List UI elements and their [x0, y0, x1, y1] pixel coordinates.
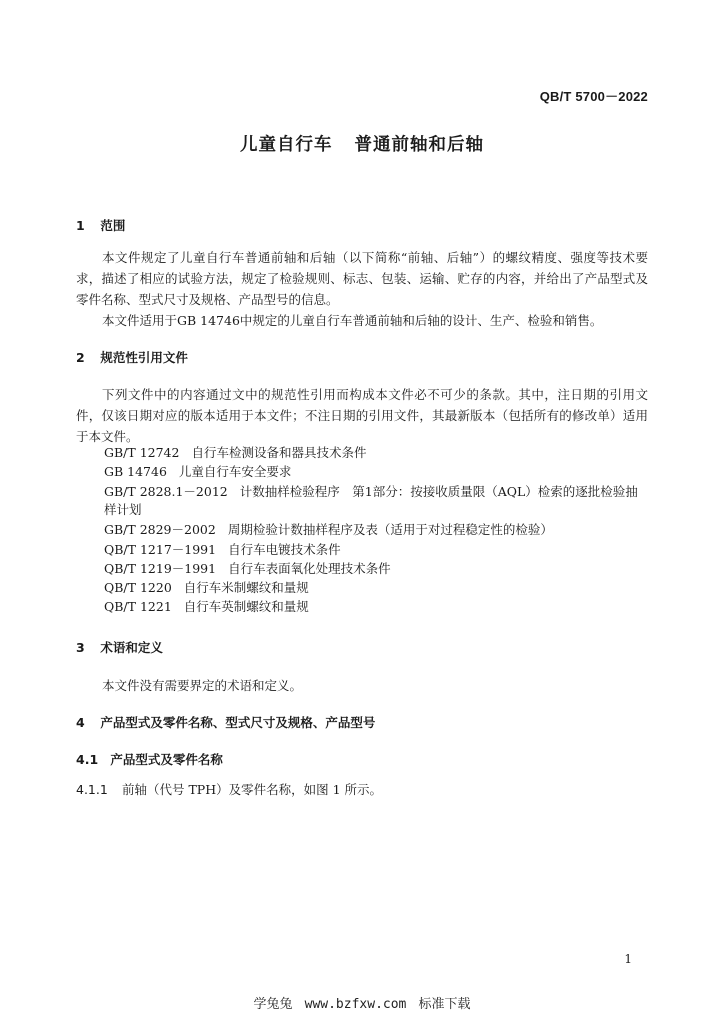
reference-code: GB/T 2829－2002 [104, 522, 216, 537]
reference-item [104, 521, 553, 539]
reference-item [76, 483, 648, 519]
section-number: 3 [76, 640, 85, 655]
section-4-1-heading [76, 750, 223, 768]
scope-paragraph-2: 本文件适用于GB 14746中规定的儿童自行车普通前轴和后轴的设计、生产、检验和销售。 [102, 313, 603, 328]
section-3-heading [76, 638, 163, 656]
scope-paragraph-1: 本文件规定了儿童自行车普通前轴和后轴（以下简称“前轴、后轴”）的螺纹精度、强度等技术要求，描述了相应的试验方法，规定了检验规则、标志、包装、运输、贮存的内容，并给出了产品型式及零件名称、型式尺寸及规格、产品型号的信息。 [76, 250, 648, 307]
section-number: 2 [76, 350, 85, 365]
reference-title: 周期检验计数抽样程序及表（适用于对过程稳定性的检验） [227, 522, 553, 537]
reference-code: QB/T 1217－1991 [104, 542, 217, 557]
reference-item [104, 463, 291, 481]
terms-paragraph: 本文件没有需要界定的术语和定义。 [102, 678, 303, 693]
reference-code: GB/T 2828.1－2012 [104, 484, 228, 499]
reference-title: 自行车电镀技术条件 [228, 542, 341, 557]
section-title: 术语和定义 [100, 640, 163, 655]
reference-item [104, 560, 391, 578]
reference-code: QB/T 1221 [104, 599, 172, 614]
clause-number: 4.1.1 [76, 782, 108, 797]
title-part-1: 儿童自行车 [240, 135, 333, 155]
reference-code: QB/T 1219－1991 [104, 561, 217, 576]
footer-left-text: 学兔兔 [253, 997, 293, 1012]
reference-title: 自行车米制螺纹和量规 [183, 580, 309, 595]
reference-item [104, 541, 341, 559]
section-1-heading [76, 216, 125, 234]
page-number: 1 [624, 952, 632, 966]
standard-code: QB/T 5700－2022 [539, 89, 648, 104]
footer-watermark [0, 993, 724, 1012]
reference-item [104, 579, 309, 597]
reference-title: 自行车表面氧化处理技术条件 [228, 561, 391, 576]
section-title: 产品型式及零件名称、型式尺寸及规格、产品型号 [100, 715, 376, 730]
references-intro: 下列文件中的内容通过文中的规范性引用而构成本文件必不可少的条款。其中，注日期的引用文件，仅该日期对应的版本适用于本文件；不注日期的引用文件，其最新版本（包括所有的修改单）适用于本文件。 [76, 387, 648, 444]
document-title [0, 131, 724, 156]
section-number: 4 [76, 715, 85, 730]
title-part-2: 普通前轴和后轴 [354, 135, 484, 155]
reference-item [104, 598, 309, 616]
reference-title: 自行车检测设备和器具技术条件 [191, 445, 367, 460]
clause-text: 前轴（代号 TPH）及零件名称，如图 1 所示。 [121, 782, 383, 797]
reference-title: 自行车英制螺纹和量规 [183, 599, 309, 614]
section-number: 4.1 [76, 752, 99, 767]
reference-title: 儿童自行车安全要求 [178, 464, 292, 479]
section-4-heading [76, 713, 375, 731]
section-title: 产品型式及零件名称 [110, 752, 223, 767]
section-title: 规范性引用文件 [100, 350, 188, 365]
reference-code: GB/T 12742 [104, 445, 180, 460]
footer-right-text: 标准下载 [418, 997, 471, 1012]
reference-item [104, 444, 366, 462]
reference-title: 计数抽样检验程序 第1部分：按接收质量限（AQL）检索的逐批检验抽样计划 [104, 484, 638, 517]
clause-4-1-1 [76, 780, 382, 798]
reference-code: QB/T 1220 [104, 580, 172, 595]
section-title: 范围 [100, 218, 126, 233]
section-2-heading [76, 348, 188, 366]
section-number: 1 [76, 218, 85, 233]
reference-code: GB 14746 [104, 464, 167, 479]
footer-site-link[interactable]: www.bzfxw.com [304, 997, 407, 1012]
